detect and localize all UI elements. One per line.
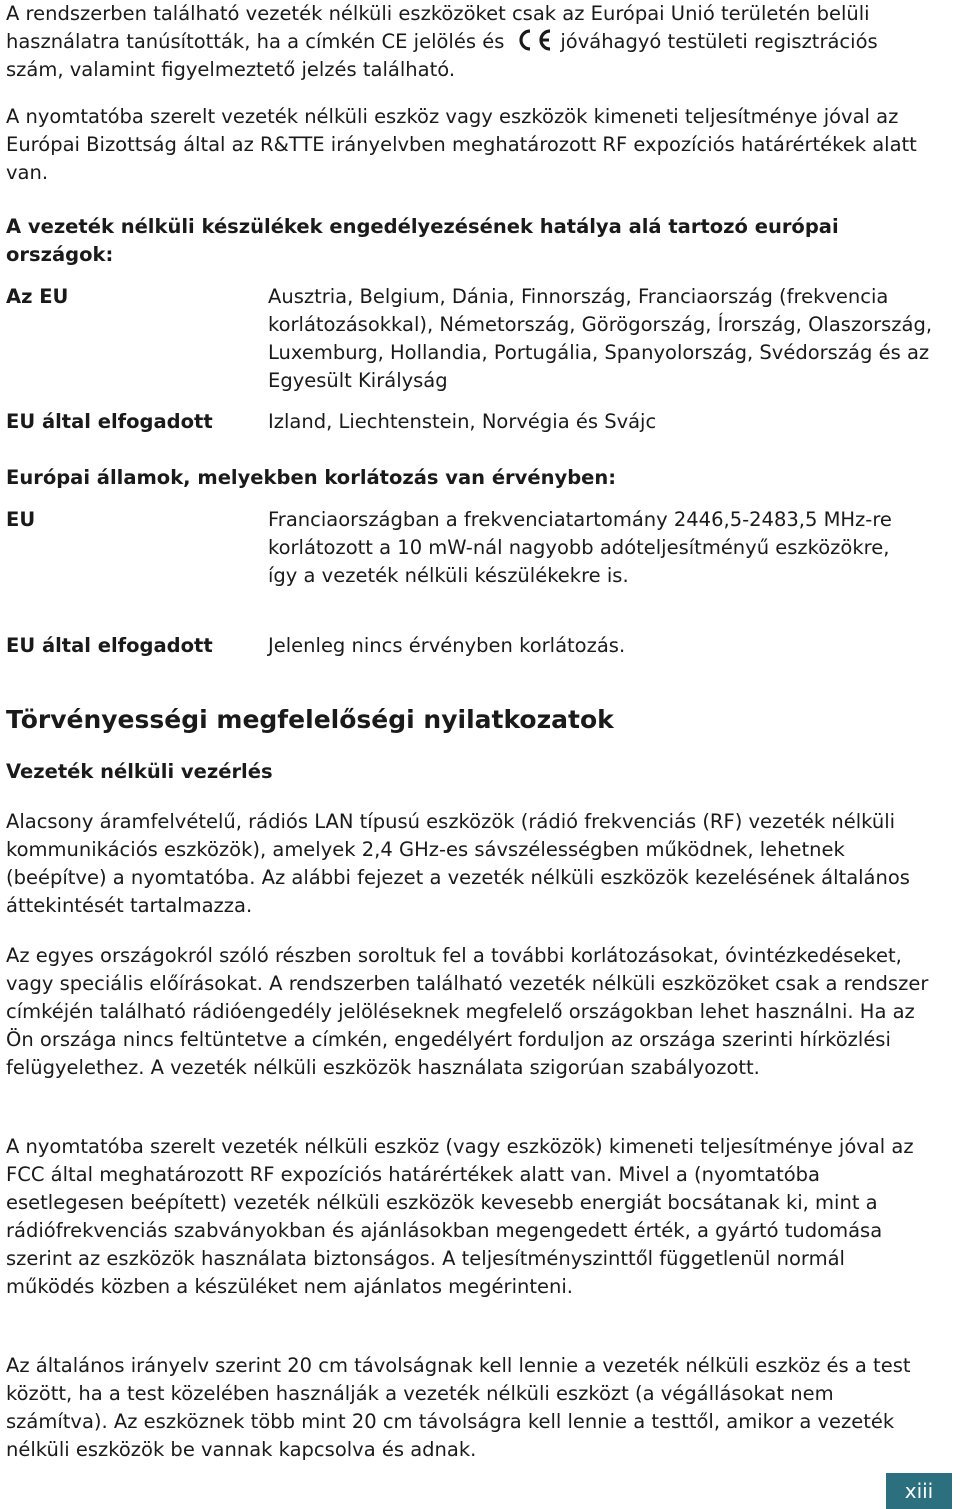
row-value: Izland, Liechtenstein, Norvégia és Svájc [268,410,657,433]
compliance-title: Törvényességi megfelelőségi nyilatkozatok [6,705,614,734]
intro-p1-part-a: A rendszerben található vezeték nélküli eszközöket csak az Európai Unió területén belüli használatra tanúsították, ha a címkén CE jelölés és [6,2,870,53]
intro-paragraph-1 [6,0,936,84]
ce-mark-icon [512,29,554,51]
countries-row-eu-accepted [6,408,936,436]
restrictions-row-eu [6,506,936,590]
compliance-paragraph-4: Az általános irányelv szerint 20 cm távolságnak kell lennie a vezeték nélküli eszköz és a test között, ha a test közelében használják a vezeték nélküli eszközt (a végállásokat nem számítva). Az eszköznek több mint 20 cm távolságra kell lennie a testtől, amikor a vezeték nélküli eszközök be vannak kapcsolva és adnak. [6,1354,911,1461]
countries-heading: A vezeték nélküli készülékek engedélyezésének hatálya alá tartozó európai országok: [6,215,839,266]
row-label: EU által elfogadott [6,634,213,657]
countries-row-eu [6,283,936,395]
intro-p1-part-b: jóváhagyó testületi regisztrációs szám, valamint figyelmeztető jelzés található. [6,30,878,81]
intro-paragraph-2: A nyomtatóba szerelt vezeték nélküli eszköz vagy eszközök kimeneti teljesítménye jóval az Európai Bizottság által az R&TTE irányelvben meghatározott RF expozíciós határértékek alatt van. [6,105,917,184]
compliance-paragraph-3: A nyomtatóba szerelt vezeték nélküli eszköz (vagy eszközök) kimeneti teljesítménye jóval az FCC által meghatározott RF expozíciós határértékek alatt van. Mivel a (nyomtatóba esetlegesen beépített) vezeték nélküli eszközök kevesebb energiát bocsátanak ki, mint a rádiófrekvenciás szabványokban és ajánlásokban megengedett érték, a gyártó tudomása szerint az eszközök használata biztonságos. A teljesítményszinttől függetlenül normál működés közben a készüléket nem ajánlatos megérinteni. [6,1135,914,1298]
row-label: EU [6,508,36,531]
row-value: Ausztria, Belgium, Dánia, Finnország, Franciaország (frekvencia korlátozásokkal), Németország, Görögország, Írország, Olaszország, Luxemburg, Hollandia, Portugália, Spanyolország, Svédország és az Egyesült Királyság [268,285,933,392]
compliance-paragraph-2: Az egyes országokról szóló részben soroltuk fel a további korlátozásokat, óvintézkedéseket, vagy speciális előírásokat. A rendszerben található vezeték nélküli eszközöket csak a rendszer címkéjén található rádióengedély jelöléseknek megfelelő országokban lehet használni. Ha az Ön országa nincs feltüntetve a címkén, engedélyért forduljon az országa szerinti hírközlési felügyelethez. A vezeték nélküli eszközök használata szigorúan szabályozott. [6,944,929,1079]
compliance-paragraph-1: Alacsony áramfelvételű, rádiós LAN típusú eszközök (rádió frekvenciás (RF) vezeték nélküli kommunikációs eszközök), amelyek 2,4 GHz-es sávszélességben működnek, lehetnek (beépítve) a nyomtatóba. Az alábbi fejezet a vezeték nélküli eszközök kezelésének általános áttekintését tartalmazza. [6,810,910,917]
row-value: Franciaországban a frekvenciatartomány 2446,5-2483,5 MHz-re korlátozott a 10 mW-nál nagyobb adóteljesítményű eszközökre, így a vezeték nélküli készülékekre is. [268,508,892,587]
row-label: Az EU [6,285,69,308]
restrictions-row-eu-accepted [6,632,936,660]
restrictions-heading: Európai államok, melyekben korlátozás van érvényben: [6,466,617,489]
page-number: xiii [886,1473,952,1509]
row-value: Jelenleg nincs érvényben korlátozás. [268,634,626,657]
compliance-subtitle: Vezeték nélküli vezérlés [6,760,273,783]
row-label: EU által elfogadott [6,410,213,433]
